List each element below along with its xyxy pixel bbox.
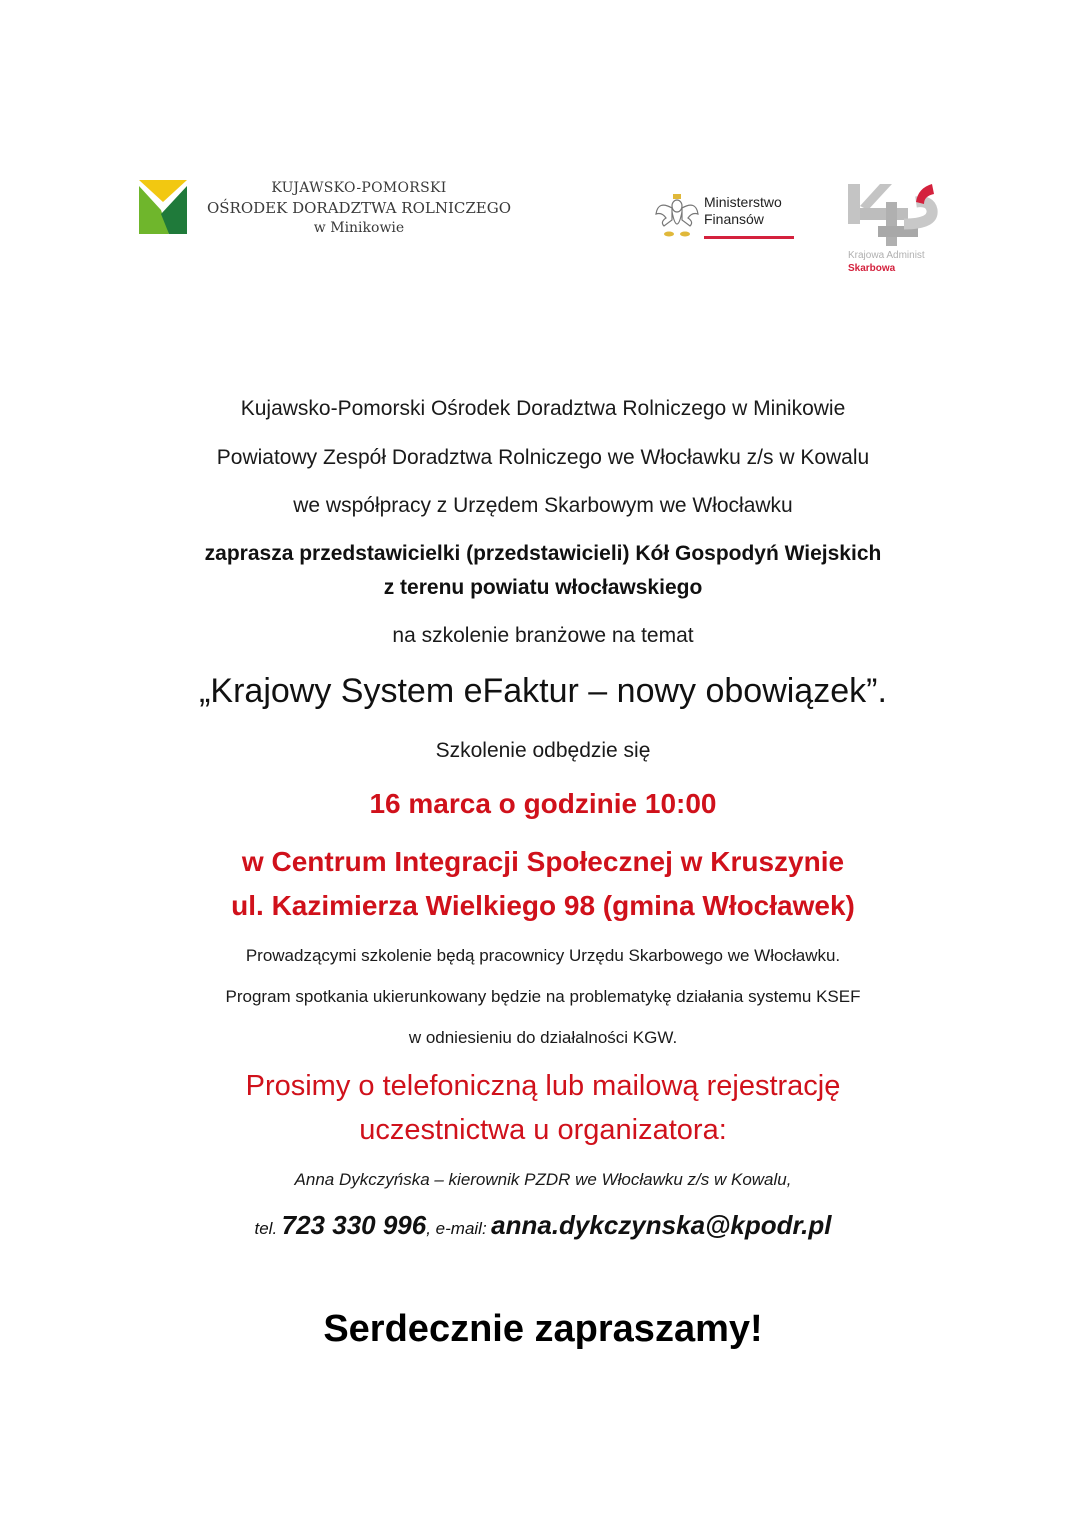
mf-logo-line2: Finansów xyxy=(704,211,764,227)
venue-line-1: w Centrum Integracji Społecznej w Kruszynie xyxy=(241,846,845,877)
venue-line-2: ul. Kazimierza Wielkiego 98 (gmina Włocławek) xyxy=(231,890,855,921)
program-line-1: Program spotkania ukierunkowany będzie na problematykę działania systemu KSEF xyxy=(225,987,861,1006)
when-intro: Szkolenie odbędzie się xyxy=(435,739,651,762)
cooperation-line: we współpracy z Urzędem Skarbowym we Włocławku xyxy=(293,494,793,517)
kpodr-logo-text xyxy=(200,178,518,238)
organizer-line: Kujawsko-Pomorski Ośrodek Doradztwa Rolniczego w Minikowie xyxy=(240,397,846,420)
topic-intro: na szkolenie branżowe na temat xyxy=(392,624,694,647)
registration-line-2: uczestnictwa u organizatora: xyxy=(359,1114,727,1146)
closing-line: Serdecznie zapraszamy! xyxy=(323,1308,763,1350)
mf-logo-text xyxy=(704,194,782,228)
mf-logo-line1: Ministerstwo xyxy=(704,194,782,210)
eagle-emblem-icon xyxy=(654,192,700,240)
team-line: Powiatowy Zespół Doradztwa Rolniczego we Włocławku z/s w Kowalu xyxy=(216,446,870,469)
kas-logo-line1: Krajowa Administ xyxy=(848,250,925,261)
kpodr-logo-line3: w Minikowie xyxy=(313,220,405,236)
kpodr-logo-icon xyxy=(139,180,187,234)
contact-person: Anna Dykczyńska – kierownik PZDR we Włocławku z/s w Kowalu, xyxy=(294,1170,792,1189)
invitation-line-1: zaprasza przedstawicielki (przedstawicieli) Kół Gospodyń Wiejskich xyxy=(204,542,882,565)
kas-logo-line2: Skarbowa xyxy=(848,263,896,274)
invitation-line-2: z terenu powiatu włocławskiego xyxy=(383,576,703,599)
email-label: , e-mail: xyxy=(426,1219,487,1238)
email-link[interactable]: anna.dykczynska@kpodr.pl xyxy=(491,1210,832,1240)
trainers-line: Prowadzącymi szkolenie będą pracownicy Urzędu Skarbowego we Włocławku. xyxy=(245,946,841,965)
date-time: 16 marca o godzinie 10:00 xyxy=(369,788,717,819)
training-title: „Krajowy System eFaktur – nowy obowiązek”. xyxy=(199,672,887,710)
program-line-2: w odniesieniu do działalności KGW. xyxy=(408,1028,678,1047)
phone-number[interactable]: 723 330 996 xyxy=(281,1210,427,1240)
tel-label: tel. xyxy=(254,1219,278,1238)
registration-line-1: Prosimy o telefoniczną lub mailową rejestrację xyxy=(245,1070,841,1102)
contact-line xyxy=(0,1210,1086,1241)
kas-logo-icon xyxy=(846,180,938,248)
mf-logo-underline xyxy=(704,236,794,239)
kpodr-logo-line2: OŚRODEK DORADZTWA ROLNICZEGO xyxy=(206,199,512,217)
kpodr-logo-line1: KUJAWSKO-POMORSKI xyxy=(271,180,447,196)
